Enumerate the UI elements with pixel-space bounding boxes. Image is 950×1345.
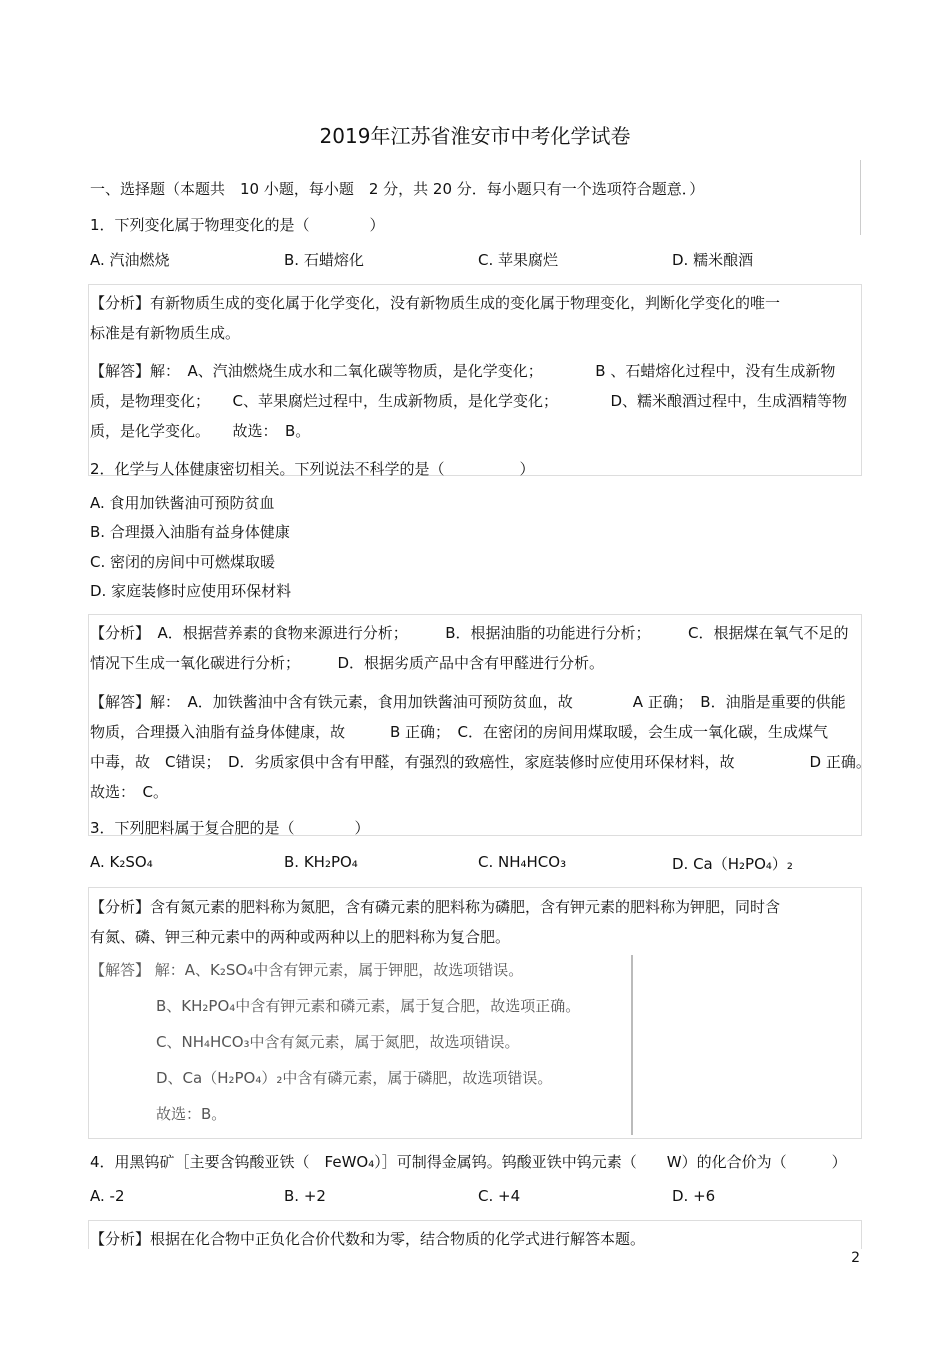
q1-analysis-line-1: 【分析】有新物质生成的变化属于化学变化，没有新物质生成的变化属于物理变化，判断化学变化的唯一 — [90, 294, 781, 312]
q1-stem: 1．下列变化属于物理变化的是（ ） — [90, 216, 385, 234]
q3-stem: 3．下列肥料属于复合肥的是（ ） — [90, 819, 370, 837]
q3-answer-image-line-1: 【解答】 解：A、K₂SO₄中含有钾元素，属于钾肥，故选项错误。 — [90, 961, 524, 979]
q2-answer-line-4: 故选： C。 — [90, 783, 168, 801]
q4-option-c: C. +4 — [478, 1187, 521, 1205]
q3-option-d: D. Ca（H₂PO₄）₂ — [672, 855, 793, 873]
q3-answer-image-line-2: B、KH₂PO₄中含有钾元素和磷元素，属于复合肥，故选项正确。 — [156, 997, 581, 1015]
q2-option-b: B. 合理摄入油脂有益身体健康 — [90, 523, 290, 541]
q3-answer-image — [90, 955, 635, 1135]
q1-answer-line-1: 【解答】解： A、汽油燃烧生成水和二氧化碳等物质，是化学变化； B 、石蜡熔化过程中，没有生成新物 — [90, 362, 836, 380]
margin-line — [860, 160, 861, 235]
q3-analysis-line-1: 【分析】含有氮元素的肥料称为氮肥，含有磷元素的肥料称为磷肥，含有钾元素的肥料称为钾肥，同时含 — [90, 898, 781, 916]
q1-option-c: C. 苹果腐烂 — [478, 251, 559, 269]
section-header: 一、选择题（本题共 10 小题，每小题 2 分，共 20 分．每小题只有一个选项符合题意．） — [90, 180, 705, 198]
q2-option-d: D. 家庭装修时应使用环保材料 — [90, 582, 292, 600]
q1-answer-line-2: 质，是物理变化； C、苹果腐烂过程中，生成新物质，是化学变化； D、糯米酿酒过程中，生成酒精等物 — [90, 392, 848, 410]
q2-answer-line-2: 物质，合理摄入油脂有益身体健康，故 B 正确； C．在密闭的房间用煤取暖，会生成一氧化碳，生成煤气 — [90, 723, 829, 741]
q3-option-b: B. KH₂PO₄ — [284, 853, 358, 871]
q1-option-d: D. 糯米酿酒 — [672, 251, 754, 269]
q2-answer-line-1: 【解答】解： A．加铁酱油中含有铁元素，食用加铁酱油可预防贫血，故 A 正确； B．油脂是重要的供能 — [90, 693, 846, 711]
q3-answer-image-line-4: D、Ca（H₂PO₄）₂中含有磷元素，属于磷肥，故选项错误。 — [156, 1069, 553, 1087]
q2-answer-line-3: 中毒，故 C错误； D．劣质家俱中含有甲醛，有强烈的致癌性，家庭装修时应使用环保材料，故 D 正确。 — [90, 753, 871, 771]
q3-answer-image-line-5: 故选：B。 — [156, 1105, 227, 1123]
q1-analysis-line-2: 标准是有新物质生成。 — [90, 324, 241, 342]
q3-option-c: C. NH₄HCO₃ — [478, 853, 567, 871]
q2-option-a: A. 食用加铁酱油可预防贫血 — [90, 494, 275, 512]
q1-option-a: A. 汽油燃烧 — [90, 251, 170, 269]
image-edge — [631, 955, 633, 1135]
q4-option-b: B. +2 — [284, 1187, 326, 1205]
page-number: 2 — [851, 1250, 860, 1266]
q4-option-a: A. -2 — [90, 1187, 125, 1205]
q4-option-d: D. +6 — [672, 1187, 716, 1205]
q4-stem: 4．用黑钨矿［主要含钨酸亚铁（ FeWO₄）］可制得金属钨。钨酸亚铁中钨元素（ W）的化合价为（ ） — [90, 1153, 847, 1171]
q2-analysis-line-2: 情况下生成一氧化碳进行分析； D．根据劣质产品中含有甲醛进行分析。 — [90, 654, 605, 672]
q3-analysis-line-2: 有氮、磷、钾三种元素中的两种或两种以上的肥料称为复合肥。 — [90, 928, 511, 946]
q3-option-a: A. K₂SO₄ — [90, 853, 153, 871]
q1-option-b: B. 石蜡熔化 — [284, 251, 364, 269]
q4-analysis-line-1: 【分析】根据在化合物中正负化合价代数和为零，结合物质的化学式进行解答本题。 — [90, 1230, 646, 1248]
q2-option-c: C. 密闭的房间中可燃煤取暖 — [90, 553, 276, 571]
q2-stem: 2．化学与人体健康密切相关。下列说法不科学的是（ ） — [90, 460, 535, 478]
q1-answer-line-3: 质，是化学变化。 故选： B。 — [90, 422, 311, 440]
page-title: 2019年江苏省淮安市中考化学试卷 — [319, 124, 631, 148]
q2-analysis-line-1: 【分析】 A．根据营养素的食物来源进行分析； B．根据油脂的功能进行分析； C．根据煤在氧气不足的 — [90, 624, 849, 642]
q3-answer-image-line-3: C、NH₄HCO₃中含有氮元素，属于氮肥，故选项错误。 — [156, 1033, 520, 1051]
